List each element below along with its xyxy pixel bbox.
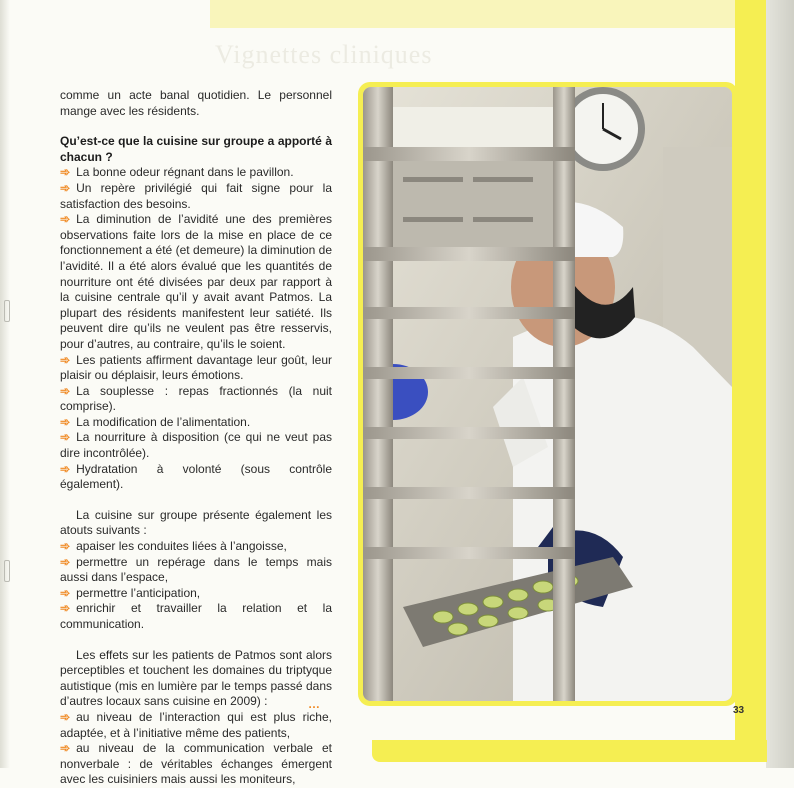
page-binding (0, 0, 10, 768)
page-number: 33 (733, 705, 745, 716)
arrow-icon: ➾ (60, 554, 71, 569)
arrow-icon: ➾ (60, 414, 71, 429)
arrow-icon: ➾ (60, 585, 71, 600)
asset-item: ➾ permettre l’anticipation, (60, 585, 201, 600)
benefit-item: ➾ La modification de l’alimentation. (60, 414, 251, 429)
staple-mark (4, 560, 10, 582)
staple-mark (4, 300, 10, 322)
top-band (210, 0, 767, 28)
arrow-icon: ➾ (60, 709, 71, 724)
page-edge (766, 0, 794, 768)
bottom-band (372, 740, 767, 762)
effect-item: ➾ au niveau de la communication verbale et nonverbale : de véritables échanges émergent avec les cuisiniers mais aussi les moniteurs, (60, 741, 332, 787)
continued-marker: … (308, 697, 321, 711)
arrow-icon: ➾ (60, 165, 71, 180)
body-text (60, 88, 332, 788)
benefit-item: ➾ Les patients affirment davantage leur goût, leur plaisir ou déplaisir, leurs émotions. (60, 352, 332, 383)
intro-paragraph: comme un acte banal quotidien. Le personnel mange avec les résidents. (60, 88, 332, 118)
arrow-icon: ➾ (60, 741, 71, 756)
benefit-item: ➾ La bonne odeur régnant dans le pavillon. (60, 165, 294, 180)
asset-item: ➾ enrichir et travailler la relation et la communication. (60, 601, 332, 631)
kitchen-photo (363, 87, 732, 701)
effect-item: ➾ au niveau de l’interaction qui est plus riche, adaptée, et à l’initiative même des patients, (60, 709, 332, 740)
benefit-item: ➾ La nourriture à disposition (ce qui ne veut pas dire incontrôlée). (60, 430, 332, 461)
arrow-icon: ➾ (60, 212, 71, 227)
asset-item: ➾ permettre un repérage dans le temps mais aussi dans l’espace, (60, 554, 332, 585)
assets-intro: La cuisine sur groupe présente également les atouts suivants : (60, 507, 332, 538)
benefit-item: ➾ Hydratation à volonté (sous contrôle également). (60, 461, 332, 492)
arrow-icon: ➾ (60, 352, 71, 367)
bleed-through-heading: Vignettes cliniques (215, 40, 433, 69)
benefit-item: ➾ La souplesse : repas fractionnés (la nuit comprise). (60, 383, 332, 414)
side-band (735, 0, 767, 740)
arrow-icon: ➾ (60, 430, 71, 445)
arrow-icon: ➾ (60, 180, 71, 195)
asset-item: ➾ apaiser les conduites liées à l’angoisse, (60, 539, 287, 554)
arrow-icon: ➾ (60, 383, 71, 398)
arrow-icon: ➾ (60, 461, 71, 476)
arrow-icon: ➾ (60, 601, 71, 616)
effects-intro: Les effets sur les patients de Patmos sont alors perceptibles et touchent les domaines du triptyque autistique (mis en lumière par le temps passé dans d’autres locaux sans cuisine en 2009) : (60, 647, 332, 709)
arrow-icon: ➾ (60, 539, 71, 554)
benefit-item: ➾ Un repère privilégié qui fait signe pour la satisfaction des besoins. (60, 180, 332, 211)
benefit-item: ➾ La diminution de l’avidité une des premières observations faite lors de la mise en place de ce fonctionnement a été (et demeure) la diminution de l’avidité. Il a été alors évalué que les quantités de nourriture ont été divisées par deux par rapport à la cuisine centrale qu’il y avait avant Patmos. La plupart des résidents manifestent leur satiété. Ils peuvent dire qu’ils ne veulent pas être resservis, pour d’autres, au contraire, qu’ils le soient. (60, 212, 332, 351)
question-heading: Qu’est-ce que la cuisine sur groupe a apporté à chacun ? (60, 134, 332, 164)
